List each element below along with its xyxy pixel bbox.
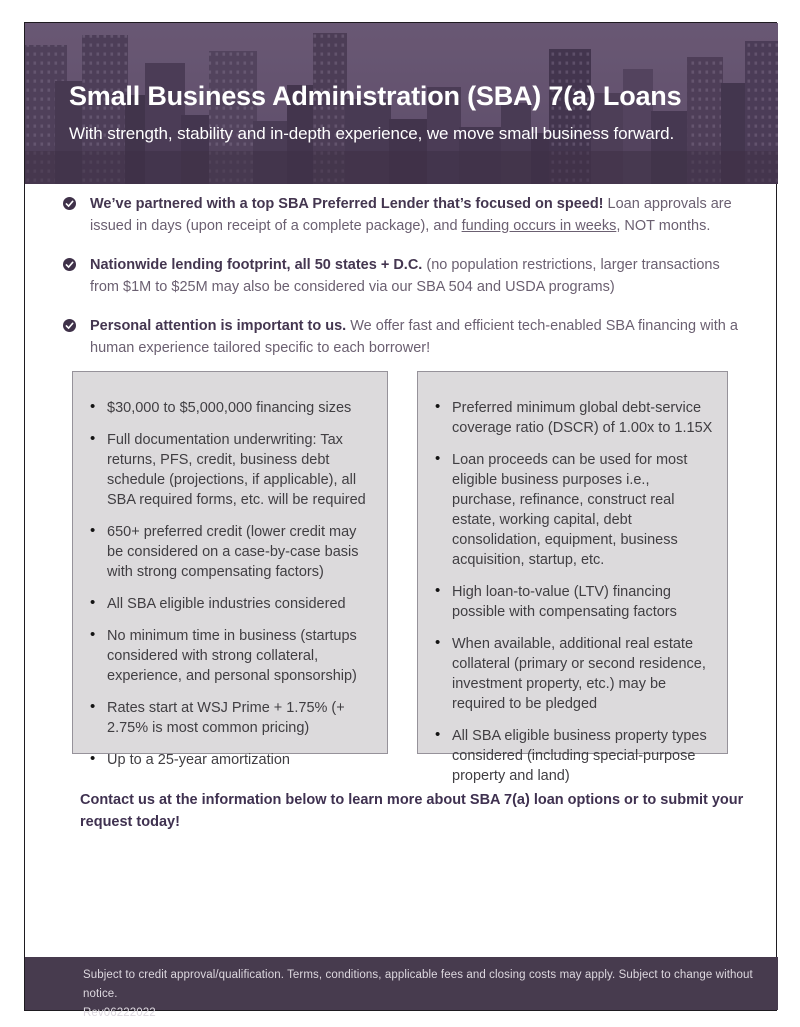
intro-item-body-end: , NOT months. [616, 218, 711, 234]
intro-item-lead: We’ve partnered with a top SBA Preferred Lender that’s focused on speed! [90, 196, 604, 212]
list-item: • No minimum time in business (startups considered with strong collateral, experience, and personal sponsorship) [87, 626, 373, 686]
list-item: • Loan proceeds can be used for most eligible business purposes i.e., purchase, refinance, construct real estate, working capital, debt consolidation, equipment, business acquisition, startup, etc. [432, 450, 713, 570]
page-border-frame [24, 22, 777, 1019]
loan-terms-box-left [72, 371, 388, 768]
check-circle-icon [63, 197, 76, 210]
list-item: • 650+ preferred credit (lower credit may be considered on a case-by-case basis with strong compensating factors) [87, 522, 373, 582]
loan-terms-box-right [417, 371, 728, 784]
intro-item-nationwide [63, 254, 763, 298]
intro-item-body: We offer fast and efficient tech-enabled SBA financing with a human experience tailored specific to each borrower! [90, 318, 738, 356]
revision-number: Rev06222022 [83, 1007, 156, 1019]
intro-item-text [90, 193, 750, 237]
check-circle-icon [63, 319, 76, 332]
intro-item-text [90, 315, 750, 359]
list-item: • All SBA eligible industries considered [87, 594, 373, 614]
list-item: • Rates start at WSJ Prime + 1.75% (+ 2.75% is most common pricing) [87, 698, 373, 738]
list-item: • All SBA eligible business property types considered (including special-purpose property and land) [432, 726, 713, 786]
list-item: • Preferred minimum global debt-service coverage ratio (DSCR) of 1.00x to 1.15X [432, 398, 713, 438]
loan-terms-list-right [418, 372, 727, 786]
intro-item-underlined-text: funding occurs in weeks [461, 218, 617, 234]
contact-call-to-action: Contact us at the information below to learn more about SBA 7(a) loan options or to submit your request today! [80, 792, 744, 830]
page-title: Small Business Administration (SBA) 7(a) Loans [69, 81, 682, 111]
intro-item-body: (no population restrictions, larger transactions from $1M to $25M may also be considered via our SBA 504 and USDA programs) [90, 257, 720, 295]
list-item: • Full documentation underwriting: Tax returns, PFS, credit, business debt schedule (projections, if applicable), all SBA required forms, etc. will be required [87, 430, 373, 510]
footer-disclaimer-band [25, 957, 778, 1019]
disclaimer-text: Subject to credit approval/qualification. Terms, conditions, applicable fees and closing costs may apply. Subject to change without notice. [83, 969, 753, 1000]
list-item: • When available, additional real estate collateral (primary or second residence, investment property, etc.) may be required to be pledged [432, 634, 713, 714]
intro-bullet-list [63, 193, 763, 376]
intro-item-text [90, 254, 750, 298]
page-subtitle: With strength, stability and in-depth experience, we move small business forward. [69, 124, 675, 143]
check-circle-icon [63, 258, 76, 271]
intro-item-lead: Nationwide lending footprint, all 50 states + D.C. [90, 257, 423, 273]
list-item: • Up to a 25-year amortization [87, 750, 373, 770]
list-item: • High loan-to-value (LTV) financing possible with compensating factors [432, 582, 713, 622]
intro-item-speed [63, 193, 763, 237]
header-banner [25, 23, 778, 184]
intro-item-personal-attention [63, 315, 763, 359]
loan-terms-list-left [73, 372, 387, 770]
intro-item-lead: Personal attention is important to us. [90, 318, 347, 334]
list-item: • $30,000 to $5,000,000 financing sizes [87, 398, 373, 418]
intro-item-body: Loan approvals are issued in days (upon receipt of a complete package), and [90, 196, 732, 234]
